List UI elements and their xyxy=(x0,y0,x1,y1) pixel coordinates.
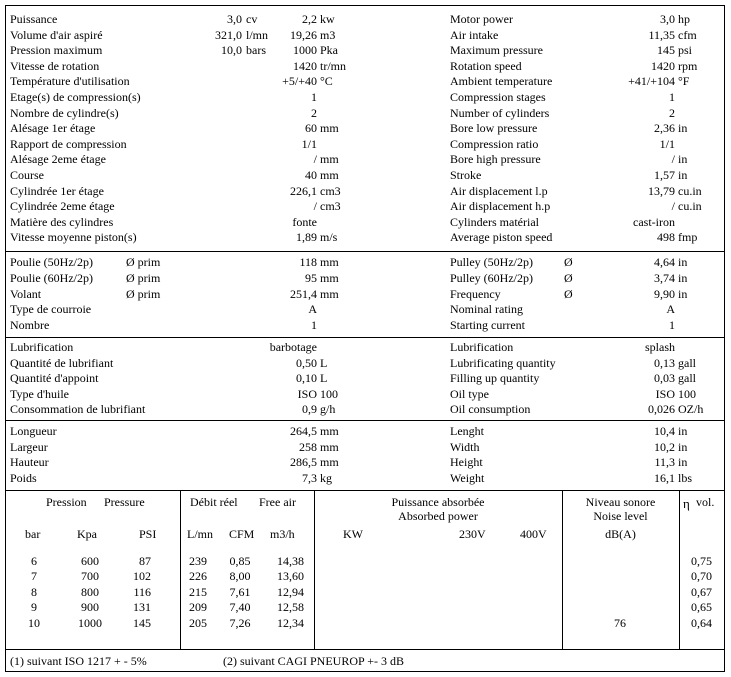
lube-value-en: ISO xyxy=(655,386,675,401)
perf-cell-psi: 102 xyxy=(133,569,151,584)
spec-label-fr: Vitesse moyenne piston(s) xyxy=(10,230,137,245)
spec-value-1: 10,0 xyxy=(221,43,242,58)
perf-header-absorbed: Absorbed power xyxy=(398,509,478,523)
perf-cell-psi: 87 xyxy=(139,554,151,568)
lube-unit: L xyxy=(320,355,328,370)
lube-label-fr: Quantité de lubrifiant xyxy=(10,355,114,370)
spec-unit-2: °C xyxy=(320,74,333,89)
pulley-value: 251,4 xyxy=(290,286,317,301)
dim-value: 258 xyxy=(299,439,317,454)
spec-label-en: Bore high pressure xyxy=(450,152,541,167)
perf-cell-psi: 131 xyxy=(133,600,151,615)
lube-unit-en: gall xyxy=(678,355,696,370)
pulley-label-en: Pulley (50Hz/2p) xyxy=(450,255,533,269)
spec-value-en: 1,57 xyxy=(654,168,675,182)
spec-label-en: Air displacement l.p xyxy=(450,183,548,198)
spec-value-2: 1,89 xyxy=(296,230,317,245)
pulley-label-fr: Volant xyxy=(10,286,42,301)
perf-unit-bar: bar xyxy=(25,527,41,541)
spec-value-2: 226,1 xyxy=(290,183,317,198)
lube-value: 0,9 xyxy=(302,402,317,417)
spec-value-en: / xyxy=(671,152,675,167)
pulley-label-en: Starting current xyxy=(450,318,525,333)
divider-performance xyxy=(6,649,724,650)
spec-value-2: 1000 xyxy=(293,43,317,58)
lube-label-en: Lubrification xyxy=(450,340,514,354)
dim-unit: mm xyxy=(320,424,339,438)
perf-cell-eta: 0,70 xyxy=(691,569,712,584)
dim-value: 286,5 xyxy=(290,455,317,470)
spec-label-fr: Nombre de cylindre(s) xyxy=(10,105,119,120)
perf-cell-lmn: 226 xyxy=(189,569,207,584)
dim-label-en: Width xyxy=(450,439,480,454)
perf-header-debit: Débit réel xyxy=(190,495,238,509)
pulley-value-en: 9,90 xyxy=(654,286,675,301)
spec-value-2: +5/+40 xyxy=(282,74,317,89)
spec-value-en: 2,36 xyxy=(654,121,675,136)
spec-sheet xyxy=(5,5,725,672)
perf-cell-m3h: 12,94 xyxy=(277,584,304,599)
pulley-unit: mm xyxy=(320,286,339,301)
perf-unit-kpa: Kpa xyxy=(77,527,97,541)
divider-lube xyxy=(6,420,724,421)
lube-value: ISO xyxy=(297,386,317,401)
perf-cell-cfm: 7,26 xyxy=(229,615,251,630)
spec-label-fr: Rapport de compression xyxy=(10,136,127,151)
spec-value-en: +41/+104 xyxy=(628,74,675,89)
spec-label-fr: Cylindrée 1er étage xyxy=(10,183,104,198)
spec-label-en: Cylinders matérial xyxy=(450,214,539,229)
spec-label-en: Ambient temperature xyxy=(450,74,553,89)
pulley-value-en: 3,74 xyxy=(654,270,675,285)
spec-label-en: Stroke xyxy=(450,168,482,182)
lube-label-en: Oil type xyxy=(450,386,489,401)
spec-label-fr: Pression maximum xyxy=(10,43,103,58)
perf-cell-psi: 145 xyxy=(133,615,151,630)
spec-value-2: 60 xyxy=(305,121,317,136)
perf-cell-m3h: 12,58 xyxy=(277,600,304,615)
spec-value-2: 19,26 xyxy=(290,27,317,42)
lube-label-fr: Consommation de lubrifiant xyxy=(10,402,146,417)
dim-label-fr: Hauteur xyxy=(10,455,49,470)
lube-label-fr: Type d'huile xyxy=(10,386,69,401)
spec-value-en: 1 xyxy=(669,90,675,104)
perf-cell-kpa: 1000 xyxy=(78,615,102,630)
spec-label-en: Air intake xyxy=(450,27,499,42)
spec-label-fr: Volume d'air aspiré xyxy=(10,27,103,42)
perf-unit-400v: 400V xyxy=(520,527,547,541)
spec-label-fr: Vitesse de rotation xyxy=(10,58,100,73)
lube-value: 0,10 xyxy=(296,371,317,386)
pulley-value-en: 4,64 xyxy=(654,255,675,269)
lube-value-en: 0,026 xyxy=(648,402,675,417)
dim-unit-en: in xyxy=(678,455,688,470)
dim-label-en: Height xyxy=(450,455,483,470)
spec-label-en: Air displacement h.p xyxy=(450,199,551,214)
perf-unit-m3h: m3/h xyxy=(270,527,295,541)
perf-unit-lmn: L/mn xyxy=(187,527,213,541)
perf-unit-dba: dB(A) xyxy=(605,527,636,541)
dim-value-en: 16,1 xyxy=(654,471,675,486)
perf-cell-bar: 9 xyxy=(31,600,37,615)
spec-label-fr: Alésage 1er étage xyxy=(10,121,96,136)
spec-unit-en: rpm xyxy=(678,58,698,73)
divider-pulley xyxy=(6,337,724,338)
pulley-symbol-en: Ø xyxy=(564,286,573,301)
perf-cell-kpa: 700 xyxy=(81,569,99,584)
dim-unit-en: lbs xyxy=(678,471,693,486)
spec-unit-2: Pka xyxy=(320,43,338,58)
perf-cell-lmn: 205 xyxy=(189,615,207,630)
spec-label-fr: Course xyxy=(10,168,44,182)
spec-label-fr: Puissance xyxy=(10,12,58,26)
perf-cell-kpa: 800 xyxy=(81,584,99,599)
perf-header-pressure: Pressure xyxy=(104,495,145,509)
spec-unit-en: cfm xyxy=(678,27,697,42)
dim-unit: mm xyxy=(320,439,339,454)
lube-value: barbotage xyxy=(269,340,317,354)
lube-value-en: 0,03 xyxy=(654,371,675,386)
pulley-label-fr: Nombre xyxy=(10,318,50,333)
spec-value-en: cast-iron xyxy=(633,214,675,229)
perf-cell-dba: 76 xyxy=(614,615,626,630)
dim-unit: mm xyxy=(320,455,339,470)
divider-specs xyxy=(6,251,724,252)
lube-unit-en: gall xyxy=(678,371,696,386)
perf-cell-m3h: 12,34 xyxy=(277,615,304,630)
perf-cell-m3h: 13,60 xyxy=(277,569,304,584)
pulley-unit-en: in xyxy=(678,255,688,269)
pulley-value: 118 xyxy=(299,255,317,269)
perf-header-puissance: Puissance absorbée xyxy=(391,495,485,509)
perf-header-free-air: Free air xyxy=(259,495,296,509)
perf-unit-kw: KW xyxy=(343,527,363,541)
pulley-symbol-en: Ø xyxy=(564,270,573,285)
spec-value-2: 2 xyxy=(311,105,317,120)
perf-unit-psi: PSI xyxy=(139,527,157,541)
perf-cell-bar: 8 xyxy=(31,584,37,599)
spec-label-en: Bore low pressure xyxy=(450,121,538,136)
spec-label-en: Compression ratio xyxy=(450,136,539,151)
lube-label-en: Filling up quantity xyxy=(450,371,540,386)
spec-unit-en: cu.in xyxy=(678,199,702,214)
dim-unit-en: in xyxy=(678,424,688,438)
dim-value: 7,3 xyxy=(302,471,317,486)
dim-label-en: Lenght xyxy=(450,424,484,438)
spec-value-2: 1420 xyxy=(293,58,317,73)
perf-cell-lmn: 209 xyxy=(189,600,207,615)
perf-cell-cfm: 7,40 xyxy=(229,600,251,615)
spec-value-2: / xyxy=(313,152,317,167)
spec-value-en: 498 xyxy=(657,230,675,245)
spec-value-2: / xyxy=(313,199,317,214)
pulley-symbol-fr: Ø prim xyxy=(126,270,161,285)
spec-value-en: 3,0 xyxy=(660,12,675,26)
spec-value-en: 11,35 xyxy=(648,27,675,42)
perf-cell-m3h: 14,38 xyxy=(277,554,304,568)
spec-unit-en: in xyxy=(678,121,688,136)
pulley-unit: mm xyxy=(320,270,339,285)
pulley-value-en: 1 xyxy=(669,318,675,333)
dim-label-fr: Largeur xyxy=(10,439,48,454)
dim-value-en: 10,4 xyxy=(654,424,675,438)
spec-label-en: Average piston speed xyxy=(450,230,553,245)
spec-unit-en: fmp xyxy=(678,230,698,245)
spec-unit-2: m3 xyxy=(320,27,336,42)
perf-cell-cfm: 8,00 xyxy=(229,569,251,584)
spec-unit-2: mm xyxy=(320,152,339,167)
spec-value-en: / xyxy=(671,199,675,214)
pulley-value: 1 xyxy=(311,318,317,333)
pulley-label-fr: Type de courroie xyxy=(10,302,92,317)
pulley-value: A xyxy=(308,302,317,317)
pulley-label-en: Pulley (60Hz/2p) xyxy=(450,270,533,285)
spec-unit-en: psi xyxy=(678,43,693,58)
pulley-label-fr: Poulie (60Hz/2p) xyxy=(10,270,93,285)
lube-label-fr: Quantité d'appoint xyxy=(10,371,99,386)
perf-header-noise: Noise level xyxy=(593,509,648,523)
spec-value-1: 321,0 xyxy=(215,27,242,42)
pulley-label-en: Nominal rating xyxy=(450,302,523,317)
spec-unit-2: cm3 xyxy=(320,183,341,198)
pulley-label-fr: Poulie (50Hz/2p) xyxy=(10,255,93,269)
lube-unit: g/h xyxy=(320,402,336,417)
pulley-unit-en: in xyxy=(678,270,688,285)
spec-value-2: 1/1 xyxy=(301,136,317,151)
perf-cell-kpa: 900 xyxy=(81,600,99,615)
perf-cell-cfm: 0,85 xyxy=(229,554,251,568)
perf-cell-eta: 0,75 xyxy=(691,554,712,568)
dim-label-fr: Longueur xyxy=(10,424,57,438)
spec-unit-en: in xyxy=(678,168,688,182)
perf-unit-230v: 230V xyxy=(459,527,486,541)
spec-unit-en: °F xyxy=(678,74,690,89)
dim-unit: kg xyxy=(320,471,332,486)
perf-cell-eta: 0,67 xyxy=(691,584,712,599)
spec-unit-en: cu.in xyxy=(678,183,702,198)
spec-label-fr: Alésage 2eme étage xyxy=(10,152,106,167)
spec-unit-2: tr/mn xyxy=(320,58,346,73)
spec-unit-en: hp xyxy=(678,12,690,26)
dim-value-en: 11,3 xyxy=(654,455,675,470)
perf-header-pression: Pression xyxy=(46,495,87,509)
perf-cell-eta: 0,64 xyxy=(691,615,712,630)
spec-unit-2: cm3 xyxy=(320,199,341,214)
spec-value-en: 1420 xyxy=(651,58,675,73)
perf-cell-psi: 116 xyxy=(133,584,151,599)
lube-value-en: 0,13 xyxy=(654,355,675,370)
spec-label-en: Compression stages xyxy=(450,90,546,104)
dim-value-en: 10,2 xyxy=(654,439,675,454)
spec-value-en: 1/1 xyxy=(659,136,675,151)
lube-unit-en: 100 xyxy=(678,386,696,401)
perf-unit-cfm: CFM xyxy=(229,527,255,541)
lube-unit: L xyxy=(320,371,328,386)
footnote-iso: (1) suivant ISO 1217 + - 5% xyxy=(10,654,147,668)
perf-cell-lmn: 239 xyxy=(189,554,207,568)
lube-label-en: Oil consumption xyxy=(450,402,531,417)
pulley-value: 95 xyxy=(305,270,317,285)
spec-unit-1: l/mn xyxy=(246,27,269,42)
spec-unit-en: in xyxy=(678,152,688,167)
dim-unit-en: in xyxy=(678,439,688,454)
perf-cell-cfm: 7,61 xyxy=(229,584,251,599)
perf-header-vol: vol. xyxy=(696,495,715,509)
pulley-symbol-en: Ø xyxy=(564,255,573,269)
spec-unit-2: kw xyxy=(320,12,335,26)
spec-unit-2: mm xyxy=(320,121,339,136)
dim-label-fr: Poids xyxy=(10,471,37,486)
spec-unit-1: cv xyxy=(246,12,258,26)
pulley-unit: mm xyxy=(320,255,339,269)
spec-label-en: Motor power xyxy=(450,12,513,26)
lube-value-en: splash xyxy=(645,340,675,354)
lube-label-fr: Lubrification xyxy=(10,340,74,354)
spec-value-en: 145 xyxy=(657,43,675,58)
dim-value: 264,5 xyxy=(290,424,317,438)
spec-value-2: fonte xyxy=(292,214,317,229)
footnote-cagi: (2) suivant CAGI PNEUROP +- 3 dB xyxy=(223,654,404,668)
perf-cell-bar: 7 xyxy=(31,569,37,584)
spec-unit-2: mm xyxy=(320,168,339,182)
spec-value-2: 2,2 xyxy=(302,12,317,26)
spec-value-2: 1 xyxy=(311,90,317,104)
spec-label-en: Maximum pressure xyxy=(450,43,543,58)
lube-unit-en: OZ/h xyxy=(678,402,704,417)
spec-label-fr: Etage(s) de compression(s) xyxy=(10,90,141,104)
spec-unit-1: bars xyxy=(246,43,266,58)
pulley-value-en: A xyxy=(666,302,675,317)
pulley-symbol-fr: Ø prim xyxy=(126,286,161,301)
perf-cell-eta: 0,65 xyxy=(691,600,712,615)
perf-header-niveau: Niveau sonore xyxy=(585,495,656,509)
lube-unit: 100 xyxy=(320,386,338,401)
spec-label-fr: Matière des cylindres xyxy=(10,214,114,229)
spec-value-en: 2 xyxy=(669,105,675,120)
spec-label-fr: Cylindrée 2eme étage xyxy=(10,199,115,214)
perf-cell-lmn: 215 xyxy=(189,584,207,599)
spec-label-en: Rotation speed xyxy=(450,58,522,73)
lube-value: 0,50 xyxy=(296,355,317,370)
perf-cell-kpa: 600 xyxy=(81,554,99,568)
perf-header-eta: η xyxy=(683,496,690,511)
perf-cell-bar: 10 xyxy=(28,615,40,630)
spec-value-2: 40 xyxy=(305,168,317,182)
lube-label-en: Lubrificating quantity xyxy=(450,355,556,370)
divider-dimensions xyxy=(6,490,724,491)
dim-label-en: Weight xyxy=(450,471,485,486)
pulley-symbol-fr: Ø prim xyxy=(126,255,161,269)
spec-label-fr: Température d'utilisation xyxy=(10,74,130,89)
perf-cell-bar: 6 xyxy=(31,554,37,568)
pulley-label-en: Frequency xyxy=(450,286,501,301)
spec-unit-2: m/s xyxy=(320,230,338,245)
pulley-unit-en: in xyxy=(678,286,688,301)
perf-col-line-1 xyxy=(180,490,181,649)
spec-value-1: 3,0 xyxy=(227,12,242,26)
spec-label-en: Number of cylinders xyxy=(450,105,550,120)
spec-value-en: 13,79 xyxy=(648,183,675,198)
